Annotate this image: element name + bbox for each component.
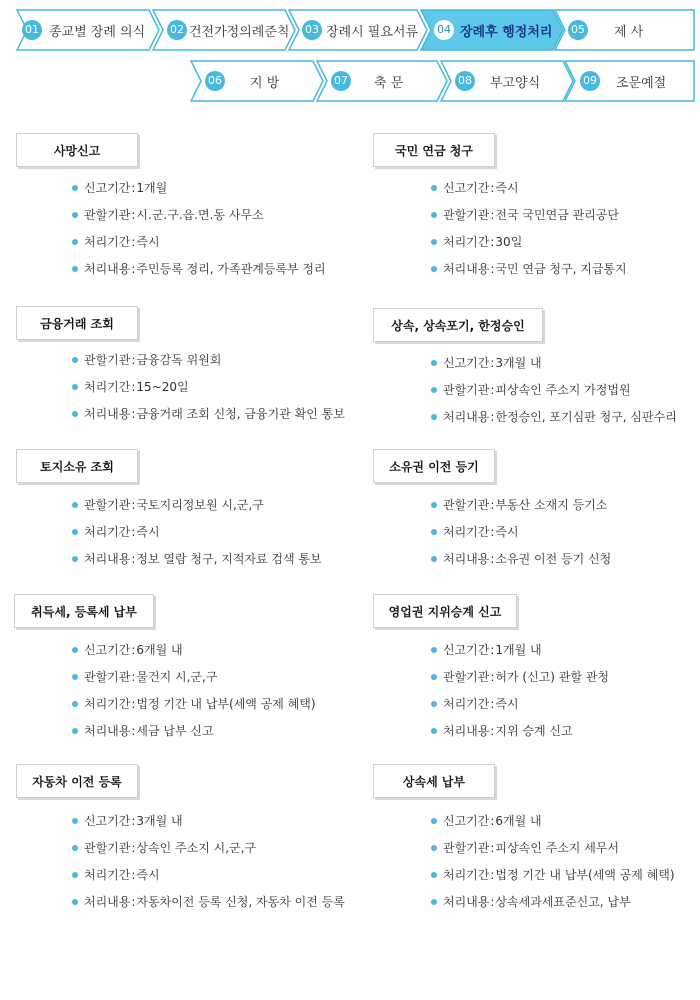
- section-items: [72, 174, 326, 282]
- item-value: 상속세과세표준신고, 납부: [495, 895, 631, 909]
- tab-number: 07: [331, 71, 351, 91]
- nav-row-2: [0, 60, 700, 104]
- item-key: 신고기간: [443, 643, 490, 657]
- bullet-icon: [72, 266, 78, 272]
- tab-jibang[interactable]: [190, 60, 324, 102]
- list-item: 처리기간 : 즉시: [72, 861, 345, 888]
- item-key: 신고기간: [443, 356, 490, 370]
- item-value: 피상속인 주소지 가정법원: [495, 383, 631, 397]
- item-value: 시.군.구.읍.면.동 사무소: [136, 208, 264, 222]
- bullet-icon: [431, 647, 437, 653]
- item-value: 즉시: [136, 868, 160, 882]
- bullet-icon: [431, 360, 437, 366]
- list-item: 처리기간 : 법정 기간 내 납부(세액 공제 혜택): [431, 861, 675, 888]
- item-value: 주민등록 정리, 가족관계등록부 정리: [136, 262, 326, 276]
- list-item: 처리내용 : 국민 연금 청구, 지급통지: [431, 255, 627, 282]
- item-key: 처리기간: [443, 868, 490, 882]
- item-key: 처리기간: [443, 235, 490, 249]
- bullet-icon: [72, 674, 78, 680]
- section-items: [431, 807, 675, 915]
- section-items: [72, 807, 345, 915]
- section-items: [431, 491, 611, 572]
- item-value: 소유권 이전 등기 신청: [495, 552, 612, 566]
- tab-religious-funeral[interactable]: [16, 9, 160, 51]
- tab-ancestral-rites[interactable]: [554, 9, 696, 51]
- nav-row-1: [0, 9, 700, 53]
- list-item: 처리내용 : 주민등록 정리, 가족관계등록부 정리: [72, 255, 326, 282]
- tab-chukmun[interactable]: [316, 60, 448, 102]
- item-value: 정보 열람 청구, 지적자료 검색 통보: [136, 552, 322, 566]
- list-item: 신고기간 : 6개월 내: [431, 807, 675, 834]
- list-item: 신고기간 : 3개월 내: [72, 807, 345, 834]
- tab-required-documents[interactable]: [288, 9, 428, 51]
- item-value: 부동산 소재지 등기소: [495, 498, 608, 512]
- list-item: 신고기간 : 6개월 내: [72, 636, 316, 663]
- tab-number: 04: [434, 20, 454, 40]
- item-value: 국민 연금 청구, 지급통지: [495, 262, 627, 276]
- tab-label: 축 문: [374, 76, 404, 91]
- list-item: 처리기간 : 즉시: [72, 228, 326, 255]
- item-value: 6개월 내: [136, 643, 183, 657]
- list-item: 처리내용 : 세금 납부 신고: [72, 717, 316, 744]
- section-title: 소유권 이전 등기: [373, 449, 495, 483]
- item-value: 30일: [495, 235, 523, 249]
- item-key: 신고기간: [443, 814, 490, 828]
- bullet-icon: [431, 239, 437, 245]
- tab-family-ritual-rules[interactable]: [152, 9, 296, 51]
- list-item: 처리기간 : 즉시: [72, 518, 322, 545]
- bullet-icon: [72, 899, 78, 905]
- item-value: 3개월 내: [495, 356, 542, 370]
- item-value: 즉시: [495, 525, 519, 539]
- item-key: 처리내용: [443, 552, 490, 566]
- bullet-icon: [431, 845, 437, 851]
- item-value: 법정 기간 내 납부(세액 공제 혜택): [495, 868, 675, 882]
- section-title: 사망신고: [16, 133, 138, 167]
- bullet-icon: [72, 384, 78, 390]
- tab-number: 06: [205, 71, 225, 91]
- tab-number: 03: [302, 20, 322, 40]
- tab-label: 장례후 행정처리: [460, 25, 553, 40]
- section-title: 영업권 지위승계 신고: [373, 594, 517, 628]
- tab-obituary-form[interactable]: [440, 60, 574, 102]
- item-key: 관할기관: [443, 208, 490, 222]
- list-item: 처리기간 : 30일: [431, 228, 627, 255]
- section-title: 자동차 이전 등록: [16, 764, 138, 798]
- list-item: 관할기관 : 전국 국민연금 관리공단: [431, 201, 627, 228]
- item-key: 처리내용: [84, 895, 131, 909]
- section-items: [431, 636, 609, 744]
- bullet-icon: [431, 728, 437, 734]
- item-key: 관할기관: [84, 353, 131, 367]
- list-item: 신고기간 : 3개월 내: [431, 349, 677, 376]
- item-value: 15~20일: [136, 380, 189, 394]
- item-value: 상속인 주소지 시,군,구: [136, 841, 257, 855]
- item-value: 금융감독 위원회: [136, 353, 222, 367]
- item-key: 처리기간: [84, 525, 131, 539]
- tab-number: 01: [22, 20, 42, 40]
- list-item: 처리내용 : 지위 승계 신고: [431, 717, 609, 744]
- item-value: 지위 승계 신고: [495, 724, 573, 738]
- tab-label: 장례시 필요서류: [326, 25, 419, 40]
- section-title: 국민 연금 청구: [373, 133, 495, 167]
- list-item: 처리기간 : 법정 기간 내 납부(세액 공제 혜택): [72, 690, 316, 717]
- tab-post-funeral-admin[interactable]: [420, 9, 564, 51]
- section-title: 토지소유 조회: [16, 449, 138, 483]
- item-key: 관할기관: [443, 383, 490, 397]
- bullet-icon: [431, 266, 437, 272]
- item-key: 신고기간: [84, 814, 131, 828]
- bullet-icon: [431, 818, 437, 824]
- item-value: 6개월 내: [495, 814, 542, 828]
- item-value: 물건지 시,군,구: [136, 670, 218, 684]
- list-item: 관할기관 : 시.군.구.읍.면.동 사무소: [72, 201, 326, 228]
- bullet-icon: [431, 502, 437, 508]
- bullet-icon: [431, 701, 437, 707]
- item-key: 처리기간: [84, 380, 131, 394]
- bullet-icon: [431, 872, 437, 878]
- list-item: 관할기관 : 상속인 주소지 시,군,구: [72, 834, 345, 861]
- item-key: 처리기간: [443, 697, 490, 711]
- list-item: 처리내용 : 한정승인, 포기심판 청구, 심판수리: [431, 403, 677, 430]
- bullet-icon: [72, 529, 78, 535]
- tab-number: 05: [568, 20, 588, 40]
- section-title: 취득세, 등록세 납부: [14, 594, 154, 628]
- tab-label: 제 사: [614, 25, 644, 40]
- list-item: 관할기관 : 피상속인 주소지 세무서: [431, 834, 675, 861]
- section-items: [431, 174, 627, 282]
- section-items: [72, 491, 322, 572]
- item-value: 자동차이전 등록 신청, 자동차 이전 등록: [136, 895, 345, 909]
- item-value: 법정 기간 내 납부(세액 공제 혜택): [136, 697, 316, 711]
- list-item: 관할기관 : 부동산 소재지 등기소: [431, 491, 611, 518]
- tab-label: 종교별 장례 의식: [49, 25, 146, 40]
- list-item: 관할기관 : 금융감독 위원회: [72, 346, 345, 373]
- item-key: 처리기간: [84, 235, 131, 249]
- item-key: 관할기관: [443, 498, 490, 512]
- item-value: 국토지리정보원 시,군,구: [136, 498, 264, 512]
- tab-number: 08: [455, 71, 475, 91]
- item-key: 관할기관: [84, 841, 131, 855]
- bullet-icon: [72, 502, 78, 508]
- list-item: 신고기간 : 즉시: [431, 174, 627, 201]
- bullet-icon: [431, 529, 437, 535]
- item-value: 즉시: [495, 181, 519, 195]
- section-title: 상속세 납부: [373, 764, 495, 798]
- list-item: 신고기간 : 1개월: [72, 174, 326, 201]
- bullet-icon: [72, 728, 78, 734]
- item-value: 3개월 내: [136, 814, 183, 828]
- item-value: 즉시: [136, 525, 160, 539]
- tab-label: 조문예절: [616, 76, 667, 91]
- tab-label: 지 방: [250, 76, 280, 91]
- list-item: 처리기간 : 즉시: [431, 518, 611, 545]
- item-key: 신고기간: [84, 181, 131, 195]
- bullet-icon: [72, 701, 78, 707]
- item-value: 1개월: [136, 181, 168, 195]
- item-key: 처리내용: [443, 410, 490, 424]
- list-item: 처리내용 : 정보 열람 청구, 지적자료 검색 통보: [72, 545, 322, 572]
- list-item: 처리기간 : 즉시: [431, 690, 609, 717]
- bullet-icon: [431, 387, 437, 393]
- item-key: 관할기관: [443, 670, 490, 684]
- item-key: 관할기관: [443, 841, 490, 855]
- section-title: 상속, 상속포기, 한정승인: [373, 308, 543, 342]
- item-value: 즉시: [136, 235, 160, 249]
- bullet-icon: [72, 556, 78, 562]
- item-value: 금융거래 조회 신청, 금융기관 확인 통보: [136, 407, 345, 421]
- bullet-icon: [72, 239, 78, 245]
- bullet-icon: [431, 414, 437, 420]
- list-item: 처리내용 : 자동차이전 등록 신청, 자동차 이전 등록: [72, 888, 345, 915]
- item-key: 처리내용: [443, 895, 490, 909]
- section-title: 금융거래 조회: [16, 306, 138, 340]
- item-value: 즉시: [495, 697, 519, 711]
- item-value: 피상속인 주소지 세무서: [495, 841, 619, 855]
- list-item: 처리내용 : 금융거래 조회 신청, 금융기관 확인 통보: [72, 400, 345, 427]
- section-items: [72, 346, 345, 427]
- bullet-icon: [431, 556, 437, 562]
- bullet-icon: [431, 185, 437, 191]
- item-value: 한정승인, 포기심판 청구, 심판수리: [495, 410, 677, 424]
- bullet-icon: [72, 212, 78, 218]
- item-key: 처리내용: [84, 724, 131, 738]
- list-item: 처리기간 : 15~20일: [72, 373, 345, 400]
- item-key: 처리내용: [84, 262, 131, 276]
- bullet-icon: [431, 212, 437, 218]
- item-key: 처리내용: [84, 407, 131, 421]
- item-key: 관할기관: [84, 670, 131, 684]
- item-value: 1개월 내: [495, 643, 542, 657]
- bullet-icon: [431, 674, 437, 680]
- list-item: 처리내용 : 소유권 이전 등기 신청: [431, 545, 611, 572]
- list-item: 처리내용 : 상속세과세표준신고, 납부: [431, 888, 675, 915]
- bullet-icon: [72, 411, 78, 417]
- list-item: 관할기관 : 국토지리정보원 시,군,구: [72, 491, 322, 518]
- item-key: 신고기간: [84, 643, 131, 657]
- tab-number: 02: [167, 20, 187, 40]
- bullet-icon: [72, 185, 78, 191]
- bullet-icon: [72, 818, 78, 824]
- tab-label: 건전가정의례준칙: [189, 25, 290, 40]
- item-key: 신고기간: [443, 181, 490, 195]
- bullet-icon: [431, 899, 437, 905]
- item-key: 처리기간: [84, 697, 131, 711]
- list-item: 관할기관 : 허가 (신고) 관할 관청: [431, 663, 609, 690]
- list-item: 신고기간 : 1개월 내: [431, 636, 609, 663]
- list-item: 관할기관 : 피상속인 주소지 가정법원: [431, 376, 677, 403]
- item-key: 처리기간: [84, 868, 131, 882]
- bullet-icon: [72, 872, 78, 878]
- tab-label: 부고양식: [490, 76, 541, 91]
- item-key: 처리기간: [443, 525, 490, 539]
- bullet-icon: [72, 357, 78, 363]
- item-value: 전국 국민연금 관리공단: [495, 208, 619, 222]
- item-value: 허가 (신고) 관할 관청: [495, 670, 609, 684]
- item-key: 처리내용: [84, 552, 131, 566]
- list-item: 관할기관 : 물건지 시,군,구: [72, 663, 316, 690]
- tab-condolence-etiquette[interactable]: [564, 60, 696, 102]
- item-key: 관할기관: [84, 208, 131, 222]
- item-value: 세금 납부 신고: [136, 724, 214, 738]
- item-key: 관할기관: [84, 498, 131, 512]
- section-items: [431, 349, 677, 430]
- tab-number: 09: [580, 71, 600, 91]
- item-key: 처리내용: [443, 724, 490, 738]
- bullet-icon: [72, 647, 78, 653]
- bullet-icon: [72, 845, 78, 851]
- section-items: [72, 636, 316, 744]
- item-key: 처리내용: [443, 262, 490, 276]
